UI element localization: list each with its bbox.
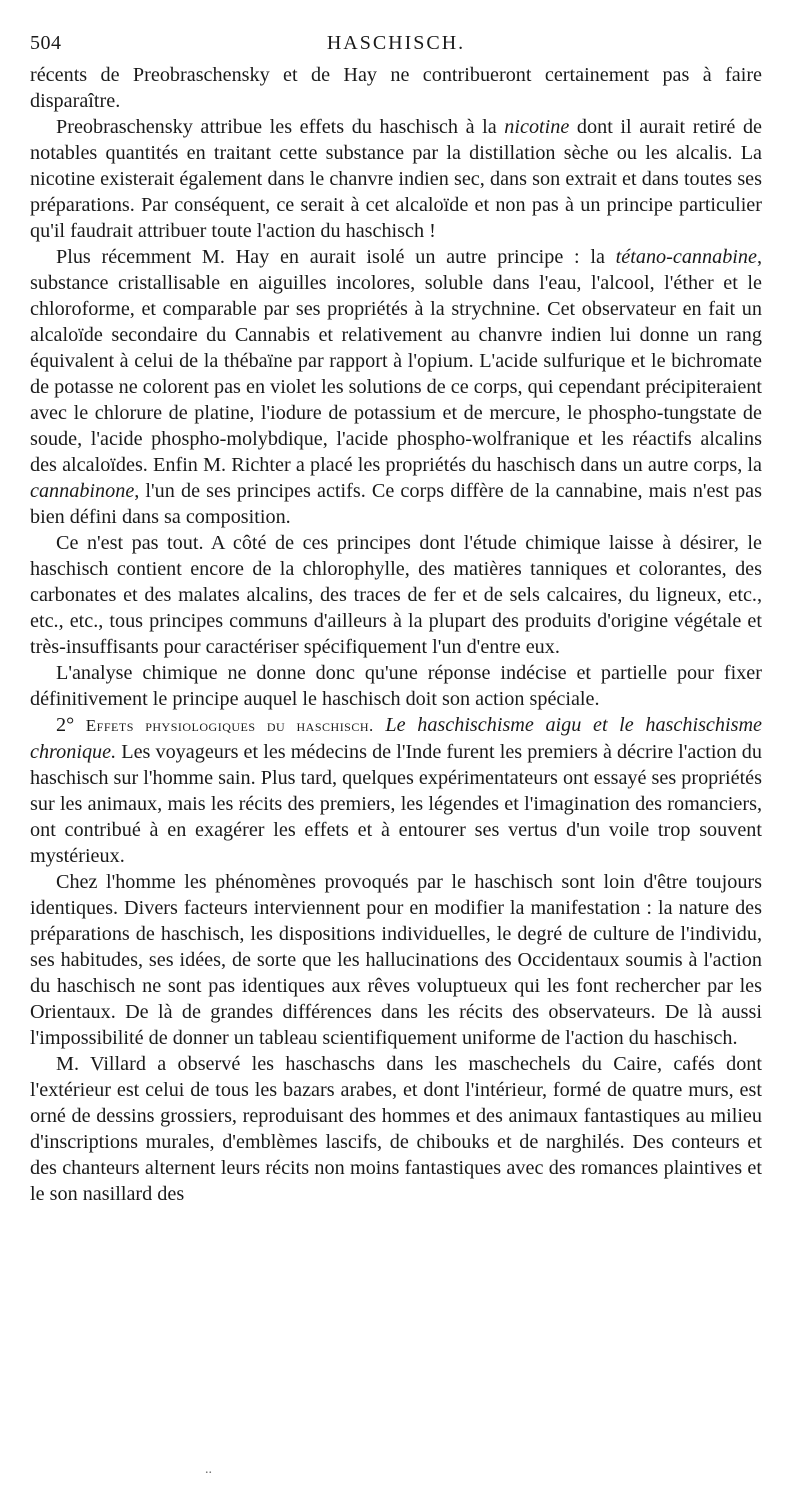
paragraph (30, 660, 762, 712)
paragraph (30, 712, 762, 869)
text-run (374, 714, 386, 736)
paragraph (30, 1051, 762, 1207)
italic-text: Le haschischisme aigu et le haschischisme chronique. (30, 714, 762, 763)
section-heading: Effets physiologiques du haschisch. (85, 716, 374, 735)
italic-text: cannabinone (30, 480, 135, 502)
italic-text: tétano-cannabine (615, 246, 757, 268)
text-run: Plus récemment M. Hay en aurait isolé un autre principe : la (56, 246, 616, 268)
text-run: Preobraschensky attribue les effets du haschisch à la (56, 116, 505, 138)
text-run: récents de Preobraschensky et de Hay ne contribueront certainement pas à faire disparaître. (30, 64, 762, 112)
paragraph (30, 530, 762, 660)
text-run: , substance cristallisable en aiguilles incolores, soluble dans l'eau, l'alcool, l'éther et le chloroforme, et comparable par ses propriétés à la strychnine. Cet observateur en fait un alcaloïde secondaire du Cannabis et relativement au chanvre indien lui donne un rang équivalent à celui de la thébaïne par rapport à l'opium. L'acide sulfurique et le bichromate de potasse ne colorent pas en violet les solutions de ce corps, qui cependant précipiteraient avec le chlorure de platine, l'iodure de potassium et de mercure, le phospho-tungstate de soude, l'acide phospho-molybdique, l'acide phospho-wolfranique et les réactifs alcalins des alcaloïdes. Enfin M. Richter a placé les propriétés du haschisch dans un autre corps, la (30, 246, 762, 476)
page (30, 32, 762, 1207)
text-run: L'analyse chimique ne donne donc qu'une réponse indécise et partielle pour fixer définitivement le principe auquel le haschisch doit son action spéciale. (30, 662, 762, 710)
paragraph (30, 244, 762, 530)
paragraph (30, 114, 762, 244)
text-run: M. Villard a observé les haschaschs dans les maschechels du Caire, cafés dont l'extérieur est celui de tous les bazars arabes, et dont l'intérieur, formé de quatre murs, est orné de dessins grossiers, reproduisant des hommes et des animaux fantastiques au milieu d'inscriptions murales, d'emblèmes lascifs, de chibouks et de narghilés. Des conteurs et des chanteurs alternent leurs récits non moins fantastiques avec des romances plaintives et le son nasillard des (30, 1053, 762, 1205)
running-title: HASCHISCH. (326, 32, 466, 54)
paragraph (30, 62, 762, 114)
italic-text: nicotine (504, 116, 570, 138)
paragraph (30, 869, 762, 1051)
text-run: Chez l'homme les phénomènes provoqués par le haschisch sont loin d'être toujours identiques. Divers facteurs interviennent pour en modifier la manifestation : la nature des préparations de haschisch, les dispositions individuelles, le degré de culture de l'individu, ses habitudes, ses idées, de sorte que les hallucinations des Occidentaux soumis à l'action du haschisch ne sont pas identiques aux rêves voluptueux qui les font rechercher par les Orientaux. De là de grandes différences dans les récits des observateurs. De là aussi l'impossibilité de donner un tableau scientifiquement uniforme de l'action du haschisch. (30, 871, 762, 1049)
text-run: 2° (56, 714, 86, 736)
text-run: Les voyageurs et les médecins de l'Inde furent les premiers à décrire l'action du haschisch sur l'homme sain. Plus tard, quelques expérimentateurs ont essayé ses propriétés sur les animaux, mais les récits des premiers, les légendes et l'imagination des romanciers, ont contribué à en exagérer les effets et à entourer ses vertus d'un voile trop souvent mystérieux. (30, 741, 762, 867)
page-header (30, 32, 762, 58)
text-run: , l'un de ses principes actifs. Ce corps diffère de la cannabine, mais n'est pas bien défini dans sa composition. (30, 480, 762, 528)
page-number: 504 (30, 32, 62, 54)
footer-mark: .. (205, 1462, 212, 1477)
text-run: Ce n'est pas tout. A côté de ces principes dont l'étude chimique laisse à désirer, le haschisch contient encore de la chlorophylle, des matières tanniques et colorantes, des carbonates et des malates alcalins, des traces de fer et de sels calcaires, du ligneux, etc., etc., etc., tous principes communs d'ailleurs à la plupart des produits d'origine végétale et très-insuffisants pour caractériser spécifiquement l'un d'entre eux. (30, 532, 762, 658)
body-text (30, 62, 762, 1207)
text-run: dont il aurait retiré de notables quantités en traitant cette substance par la distillation sèche ou les alcalis. La nicotine existerait également dans le chanvre indien sec, dans son extrait et dans toutes ses préparations. Par conséquent, ce serait à cet alcaloïde et non pas à un principe particulier qu'il faudrait attribuer toute l'action du haschisch ! (30, 116, 762, 242)
